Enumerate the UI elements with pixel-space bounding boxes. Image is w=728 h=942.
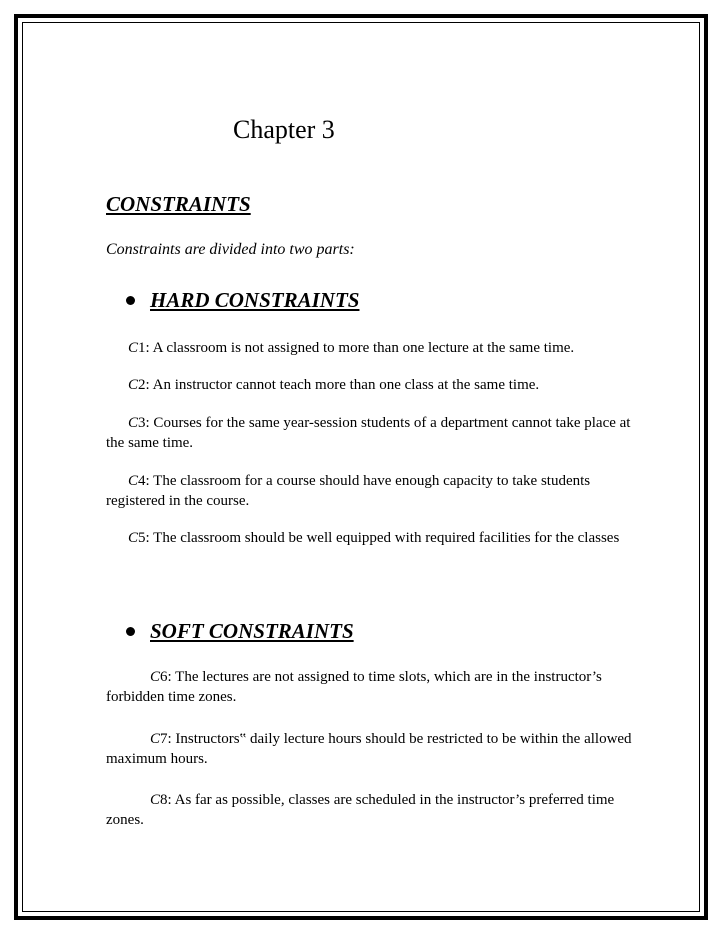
constraint-id: C xyxy=(150,792,161,808)
constraint-number: 6 xyxy=(160,669,168,685)
constraint-number: 2 xyxy=(138,377,146,393)
constraint-c3 xyxy=(106,413,651,453)
constraint-id: C xyxy=(128,415,139,431)
constraint-c8 xyxy=(106,790,651,830)
hard-constraints-heading xyxy=(126,288,359,313)
constraint-text: : Courses for the same year-session students of a department cannot take place at the same time. xyxy=(106,415,631,451)
constraint-c6 xyxy=(106,667,651,707)
soft-constraints-label: SOFT CONSTRAINTS xyxy=(150,619,354,643)
constraint-text: : The lectures are not assigned to time slots, which are in the instructor’s forbidden time zones. xyxy=(106,669,602,705)
constraint-text: : An instructor cannot teach more than one class at the same time. xyxy=(145,377,540,393)
constraint-c2 xyxy=(106,375,651,395)
constraint-text: : A classroom is not assigned to more than one lecture at the same time. xyxy=(145,340,575,356)
constraint-text: : Instructors‟ daily lecture hours should be restricted to be within the allowed maximum hours. xyxy=(106,731,632,767)
section-intro: Constraints are divided into two parts: xyxy=(106,241,355,258)
section-title: CONSTRAINTS xyxy=(106,192,251,216)
constraint-text: : The classroom for a course should have enough capacity to take students registered in the course. xyxy=(106,473,591,509)
constraint-number: 3 xyxy=(138,415,146,431)
constraint-text: : As far as possible, classes are scheduled in the instructor’s preferred time zones. xyxy=(106,792,615,828)
constraint-number: 4 xyxy=(138,473,146,489)
chapter-title: Chapter 3 xyxy=(233,115,335,144)
constraint-c1 xyxy=(106,338,651,358)
constraint-id: C xyxy=(128,377,139,393)
constraint-c5 xyxy=(106,528,651,548)
page-border-inner xyxy=(22,22,700,912)
hard-constraints-label: HARD CONSTRAINTS xyxy=(150,288,360,312)
constraint-c7 xyxy=(106,729,651,769)
constraint-number: 8 xyxy=(160,792,168,808)
constraint-text: : The classroom should be well equipped with required facilities for the classes xyxy=(145,530,620,546)
constraint-id: C xyxy=(150,731,161,747)
bullet-icon xyxy=(126,627,135,636)
constraint-c4 xyxy=(106,471,651,511)
soft-constraints-heading xyxy=(126,619,354,644)
constraint-number: 1 xyxy=(138,340,146,356)
constraint-id: C xyxy=(128,340,139,356)
bullet-icon xyxy=(126,296,135,305)
constraint-number: 5 xyxy=(138,530,146,546)
constraint-id: C xyxy=(150,669,161,685)
constraint-id: C xyxy=(128,473,139,489)
constraint-number: 7 xyxy=(160,731,168,747)
constraint-id: C xyxy=(128,530,139,546)
